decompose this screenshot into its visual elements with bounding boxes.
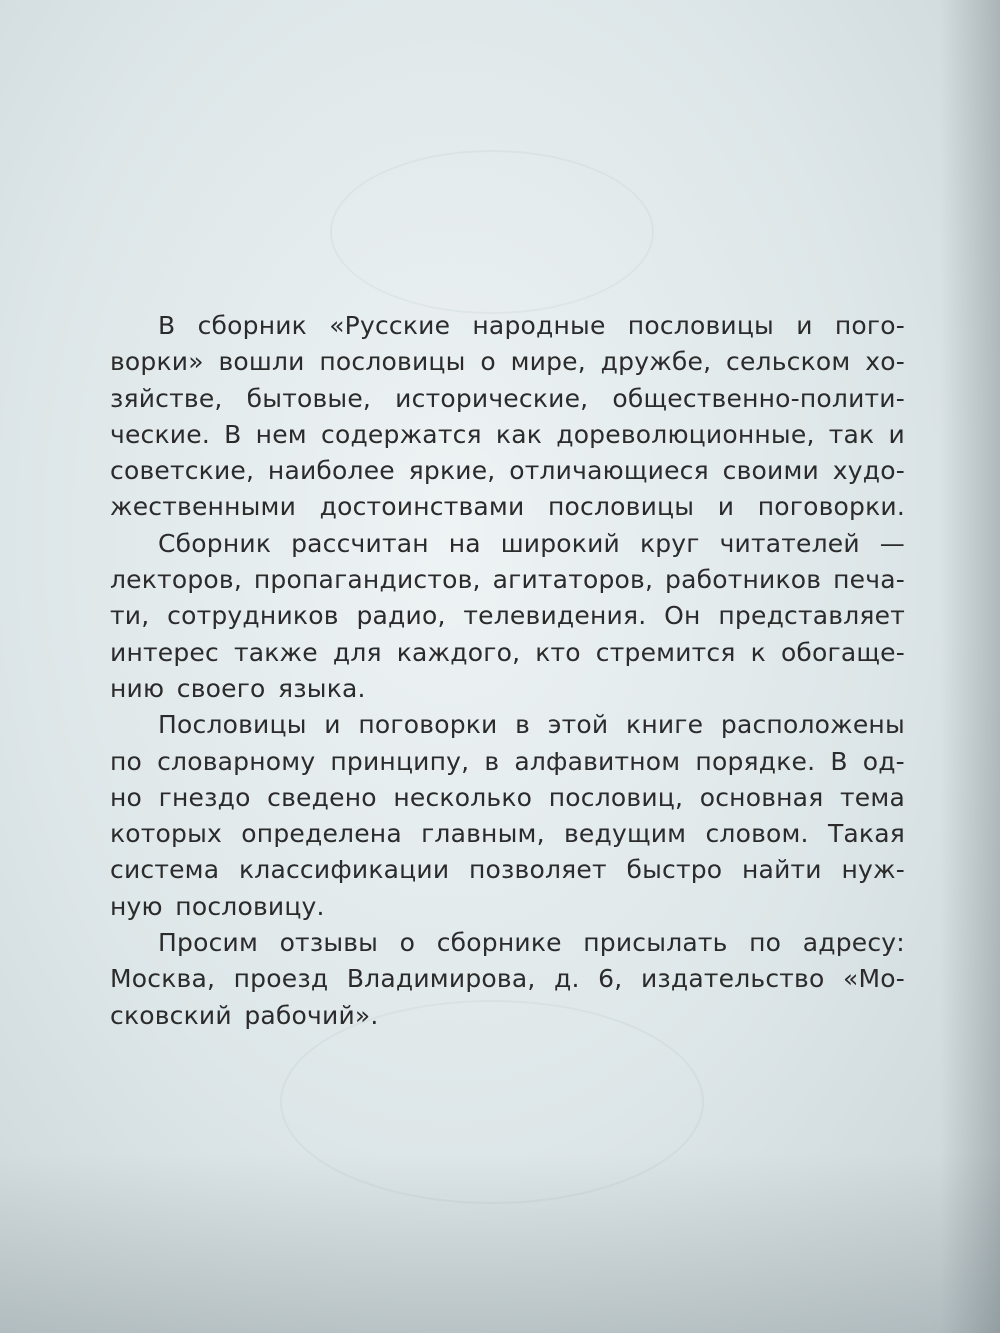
word: рабочий». [244,1000,379,1030]
word: которых [110,819,223,849]
word: и [324,710,341,740]
word: Сборник [158,528,272,558]
word: пого- [834,311,905,340]
word: общественно-полити- [612,383,905,413]
text-line [110,417,905,453]
word: также [233,637,318,667]
word: гнездо [158,782,251,812]
word: и [717,492,735,522]
word: телевидения. [463,601,647,631]
word: Просим [158,928,259,958]
word: широкий [500,528,621,558]
text-line [110,961,905,997]
word: главным, [421,819,545,849]
word: но [110,782,143,812]
word: печа- [833,565,905,595]
word: несколько [393,782,533,812]
word: позволяет [469,855,607,885]
word: Он [664,601,701,631]
text-line [110,308,905,344]
word: система [110,855,220,885]
text-line [110,852,905,888]
word: так [828,419,875,449]
word: языка. [278,673,366,703]
word: адресу: [802,928,905,958]
word: дореволюционные, [556,419,815,449]
word: бытовые, [246,383,372,413]
word: присылать [583,928,728,958]
word: достоинствами [319,492,525,522]
word: сельском [726,347,851,377]
word: 6, [598,964,623,994]
word: агитаторов, [492,565,654,595]
word: рассчитан [291,528,429,558]
word: издательство [640,964,825,994]
word: этой [547,710,609,740]
word: ворки» [110,347,204,377]
word: тема [840,782,905,812]
text-line [110,671,905,707]
word: худо- [832,456,905,486]
word: сборник [197,311,307,340]
word: книге [626,710,704,740]
word: по [749,928,782,958]
word: ческие. [110,419,210,449]
word: словом. [705,819,809,849]
text-line [110,816,905,852]
word: ную [110,891,163,921]
text-line [110,598,905,634]
word: сковский [110,1000,232,1030]
word: найти [742,855,822,885]
text-line [110,635,905,671]
word: народные [472,311,606,340]
word: поговорки [358,710,498,740]
word: алфавитном [514,746,681,776]
word: своими [722,456,819,486]
text-line [110,526,905,562]
word: дружбе, [600,347,712,377]
word: нем [255,419,307,449]
word: поговорки. [757,492,905,522]
word: вошли [218,347,305,377]
text-line [110,925,905,961]
word: ти, [110,601,150,631]
word: жественными [110,492,297,522]
word: как [495,419,543,449]
word: каждого, [396,637,521,667]
text-line [110,744,905,780]
text-line [110,998,905,1034]
word: в [484,746,500,776]
word: стремится [595,637,736,667]
word: ведущим [563,819,687,849]
word: лекторов, [110,565,242,595]
word: сведено [267,782,377,812]
word: хо- [865,347,905,377]
page-bottom-shadow [0,1153,1000,1333]
page-edge-shadow [940,0,1000,1333]
text-line [110,707,905,743]
word: проезд [233,964,329,994]
text-line [110,889,905,925]
word: интерес [110,637,219,667]
word: Москва, [110,964,216,994]
word: пословицы [547,492,695,522]
word: определена [241,819,402,849]
word: о [480,347,496,377]
word: представляет [718,601,905,631]
word: — [879,528,905,558]
text-line [110,344,905,380]
word: читателей [719,528,860,558]
word: о [399,928,416,958]
word: мире, [510,347,586,377]
word: наиболее [267,456,395,486]
word: од- [862,746,905,776]
word: отличающиеся [509,456,709,486]
word: В [224,419,242,449]
word: пословицы [627,311,774,340]
word: на [448,528,481,558]
word: кто [535,637,581,667]
word: пропагандистов, [253,565,481,595]
word: в [515,710,531,740]
paragraph-feedback-address [110,925,905,1034]
text-line [110,489,905,525]
word: расположены [720,710,905,740]
paragraph-arrangement [110,707,905,925]
word: отзывы [279,928,379,958]
paragraph-audience [110,526,905,707]
word: Пословицы [158,710,307,740]
word: порядке. [695,746,816,776]
word: пословицы [319,347,466,377]
text-line [110,562,905,598]
word: по [110,746,143,776]
word: нию [110,673,165,703]
word: «Русские [329,311,451,340]
show-through-ornament [330,150,654,314]
word: классификации [238,855,450,885]
word: к [750,637,766,667]
word: Владимирова, [346,964,536,994]
word: словарному [157,746,316,776]
word: для [332,637,382,667]
word: радио, [356,601,446,631]
word: основная [699,782,824,812]
text-line [110,453,905,489]
word: сборнике [436,928,562,958]
word: и [888,419,905,449]
word: нуж- [841,855,905,885]
word: пословицу. [175,891,325,921]
word: зяйстве, [110,383,223,413]
annotation-text [110,308,905,1034]
paragraph-collection-contents [110,308,905,526]
word: В [158,311,176,340]
word: круг [639,528,700,558]
word: советские, [110,456,255,486]
word: д. [554,964,580,994]
word: В [830,746,848,776]
word: своего [176,673,266,703]
word: «Мо- [843,964,905,994]
text-line [110,381,905,417]
word: содержатся [321,419,482,449]
word: Такая [827,819,905,849]
word: пословиц, [548,782,684,812]
word: принципу, [330,746,470,776]
text-line [110,780,905,816]
word: исторические, [395,383,589,413]
word: быстро [626,855,723,885]
word: яркие, [408,456,496,486]
word: обогаще- [780,637,905,667]
word: и [796,311,813,340]
word: сотрудников [167,601,339,631]
word: работников [665,565,822,595]
